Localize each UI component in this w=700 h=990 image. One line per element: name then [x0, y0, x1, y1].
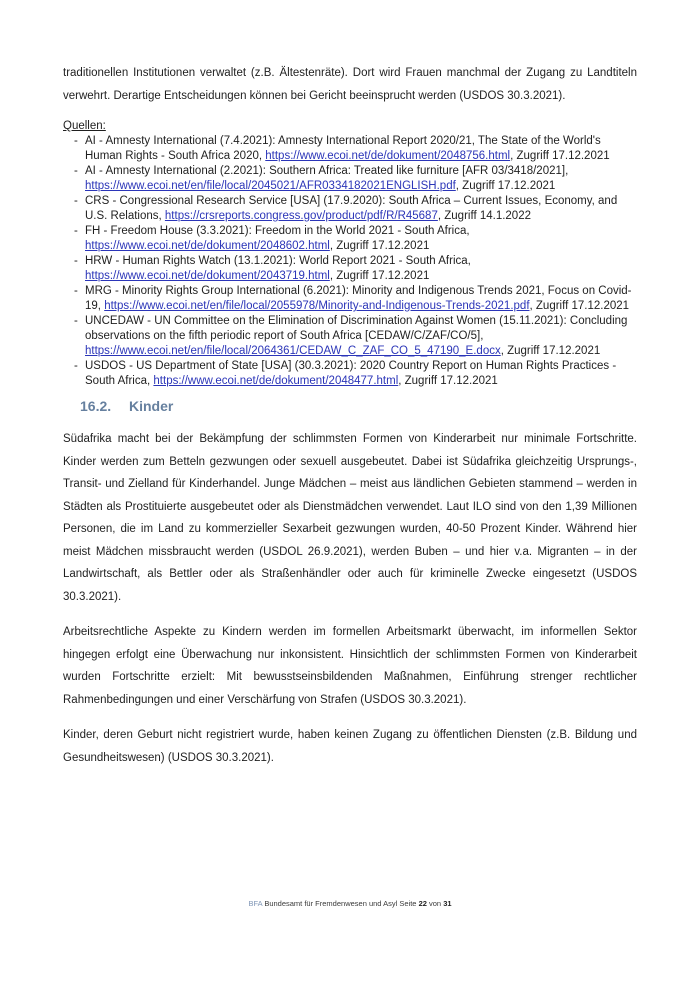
source-access-date: , Zugriff 17.12.2021 [329, 270, 430, 282]
list-dash: - [74, 225, 78, 237]
source-text: AI - Amnesty International (2.2021): Southern Africa: Treated like furniture [AFR 03/3418/2021], [85, 165, 569, 177]
source-link[interactable]: https://www.ecoi.net/de/dokument/2048602.html [85, 240, 330, 252]
paragraph-3: Kinder, deren Geburt nicht registriert wurde, haben keinen Zugang zu öffentlichen Diensten (z.B. Bildung und Gesundheitswesen) (USDOS 30.3.2021). [63, 729, 637, 764]
source-access-date: , Zugriff 14.1.2022 [437, 210, 531, 222]
page-footer [0, 899, 700, 909]
source-link[interactable]: https://crsreports.congress.gov/product/pdf/R/R45687 [164, 210, 438, 222]
source-item [63, 134, 637, 164]
sources-list [63, 134, 637, 389]
footer-page-current: 22 [418, 899, 427, 908]
source-link[interactable]: https://www.ecoi.net/de/dokument/2048756.html [265, 150, 511, 162]
list-dash: - [74, 135, 78, 147]
source-item [63, 359, 637, 389]
list-dash: - [74, 255, 78, 267]
source-link[interactable]: https://www.ecoi.net/de/dokument/2048477.html [153, 375, 399, 387]
section-number: 16.2. [80, 398, 112, 414]
footer-brand: BFA [248, 899, 263, 908]
source-link[interactable]: https://www.ecoi.net/en/file/local/2055978/Minority-and-Indigenous-Trends-2021.pdf [104, 300, 530, 312]
source-item [63, 164, 637, 194]
source-item [63, 194, 637, 224]
source-access-date: , Zugriff 17.12.2021 [500, 345, 601, 357]
source-link[interactable]: https://www.ecoi.net/de/dokument/2043719.html [85, 270, 330, 282]
list-dash: - [74, 165, 78, 177]
source-access-date: , Zugriff 17.12.2021 [529, 300, 630, 312]
source-item [63, 314, 637, 359]
sources-heading: Quellen: [63, 120, 106, 132]
source-link[interactable]: https://www.ecoi.net/en/file/local/2064361/CEDAW_C_ZAF_CO_5_47190_E.docx [85, 345, 501, 357]
intro-paragraph: traditionellen Institutionen verwaltet (z.B. Ältestenräte). Dort wird Frauen manchmal der Zugang zu Landtiteln verwehrt. Derartige Entscheidungen können bei Gericht beeinsprucht werden (USDOS 30.3.2021). [63, 67, 637, 102]
list-dash: - [74, 195, 78, 207]
source-text: HRW - Human Rights Watch (13.1.2021): World Report 2021 - South Africa, [85, 255, 471, 267]
source-text: MRG - Minority Rights Group International (6.2021): Minority and Indigenous Trends 2021, Focus on Covid-19, [85, 285, 632, 312]
source-text: UNCEDAW - UN Committee on the Elimination of Discrimination Against Women (15.11.2021): Concluding observations on the fifth periodic report of South Africa [CEDAW/C/ZAF/CO/5], [85, 315, 628, 342]
section-title: Kinder [129, 398, 174, 414]
list-dash: - [74, 360, 78, 372]
source-access-date: , Zugriff 17.12.2021 [398, 375, 498, 387]
source-item [63, 224, 637, 254]
list-dash: - [74, 315, 78, 327]
source-text: USDOS - US Department of State [USA] (30.3.2021): 2020 Country Report on Human Rights Practices - South Africa, [85, 360, 617, 387]
source-item [63, 254, 637, 284]
source-access-date: , Zugriff 17.12.2021 [510, 150, 610, 162]
footer-page-total: 31 [443, 899, 452, 908]
paragraph-2: Arbeitsrechtliche Aspekte zu Kindern werden im formellen Arbeitsmarkt überwacht, im informellen Sektor hingegen erfolgt eine Überwachung nur inkonsistent. Hinsichtlich der schlimmsten Formen von Kinderarbeit wurden Fortschritte erzielt: Mit bewusstseinsbildenden Maßnahmen, Einführung strenger rechtlicher Rahmenbedingungen und einer Verschärfung von Strafen (USDOS 30.3.2021). [63, 626, 637, 706]
source-access-date: , Zugriff 17.12.2021 [455, 180, 556, 192]
source-access-date: , Zugriff 17.12.2021 [329, 240, 430, 252]
source-text: CRS - Congressional Research Service [USA] (17.9.2020): South Africa – Current Issues, Economy, and U.S. Relations, [85, 195, 618, 222]
footer-org: Bundesamt für Fremdenwesen und Asyl Seite [262, 899, 419, 908]
paragraph-1: Südafrika macht bei der Bekämpfung der schlimmsten Formen von Kinderarbeit nur minimale Fortschritte. Kinder werden zum Betteln gezwungen oder sexuell ausgebeutet. Dabei ist Südafrika gleichzeitig Ursprungs-, Transit- und Zielland für Kinderhandel. Junge Mädchen – meist aus ländlichen Gebieten stammend – werden in Städten als Prostituierte ausgebeutet oder als Dienstmädchen verwendet. Laut ILO sind von den 1,39 Millionen Personen, die im Land zu kommerzieller Sexarbeit gezwungen wurden, 40-50 Prozent Kinder. Während hier meist Mädchen missbraucht werden (USDOL 26.9.2021), werden Buben – und hier v.a. Migranten – in der Landwirtschaft, als Bettler oder als Straßenhändler oder auch für kriminelle Zwecke eingesetzt (USDOS 30.3.2021). [63, 433, 637, 603]
footer-of: von [426, 899, 444, 908]
source-item [63, 284, 637, 314]
list-dash: - [74, 285, 78, 297]
section-heading [80, 397, 637, 415]
source-text: FH - Freedom House (3.3.2021): Freedom in the World 2021 - South Africa, [85, 225, 470, 237]
source-link[interactable]: https://www.ecoi.net/en/file/local/2045021/AFR0334182021ENGLISH.pdf [85, 180, 456, 192]
source-text: AI - Amnesty International (7.4.2021): Amnesty International Report 2020/21, The State of the World's Human Rights - South Africa 2020, [85, 135, 601, 162]
